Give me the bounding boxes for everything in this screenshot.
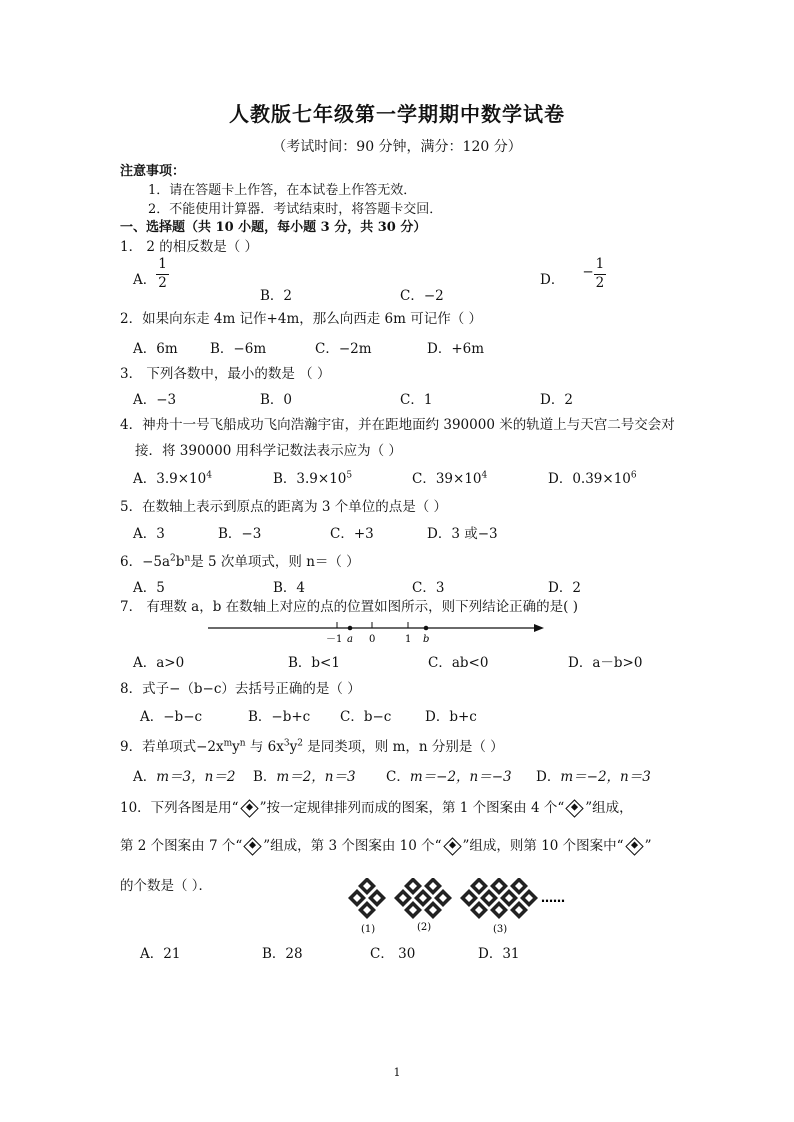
q10-line2-b: ”组成，第 3 个图案由 10 个“: [263, 838, 442, 854]
q3-stem: 3． 下列各数中，最小的数是 （ ）: [120, 366, 331, 382]
q9-d-label: D．: [536, 769, 561, 785]
q6-stem-pre: 6．−5a: [120, 554, 171, 570]
q7-option-c: C．ab<0: [428, 655, 489, 671]
q1-d-num: 1: [594, 258, 607, 275]
q9-exp-m: m: [223, 738, 233, 749]
q9-stem-post: 是同类项，则 m，n 分别是（ ）: [303, 739, 504, 755]
q9-a-text: m＝3，n＝2: [156, 769, 236, 785]
page-number: 1: [393, 1066, 401, 1079]
q7-option-b: B．b<1: [288, 655, 340, 671]
pattern-3: [460, 878, 538, 919]
q3-option-a: A．−3: [133, 392, 177, 408]
label-zero: 0: [369, 634, 376, 644]
q4-c-exp: 4: [481, 470, 488, 481]
q10-pattern-figure: [345, 878, 595, 936]
label-minus-one: －1: [326, 634, 343, 644]
q4-d-text: D．0.39×10: [548, 471, 631, 487]
q1-d-label: D．: [540, 272, 565, 288]
q10-line1-a: 10．下列各图是用“: [120, 800, 239, 816]
q4-b-exp: 5: [346, 470, 353, 481]
q10-line3: 的个数是（ ）．: [120, 878, 213, 894]
exam-subtitle: （考试时间：90 分钟，满分：120 分）: [272, 139, 522, 155]
q8-option-c: C．b−c: [340, 709, 392, 725]
q4-option-d: [548, 467, 637, 487]
q9-c-label: C．: [386, 769, 410, 785]
q1-option-b: B．2: [260, 288, 293, 304]
q1-a-num: 1: [156, 258, 169, 275]
q9-b-text: m＝2，n＝3: [276, 769, 356, 785]
diamond-icon: [443, 837, 461, 855]
exam-title: 人教版七年级第一学期期中数学试卷: [229, 102, 565, 126]
q1-a-den: 2: [158, 274, 167, 291]
diamond-icon: [566, 799, 584, 817]
point-b: [424, 626, 429, 631]
q4-stem-line2: 接．将 390000 用科学记数法表示应为（ ）: [135, 443, 402, 459]
pattern-ellipsis: ……: [541, 891, 565, 905]
q9-exp-n: n: [239, 738, 246, 749]
q6-option-c: C．3: [412, 580, 445, 596]
q1-d-den: 2: [595, 274, 605, 291]
q2-stem: 2．如果向东走 4m 记作+4m，那么向西走 6m 可记作（ ）: [120, 311, 483, 327]
q4-c-text: C．39×10: [412, 471, 482, 487]
q1-a-label: A．: [133, 272, 157, 288]
note-item-1: 1．请在答题卡上作答，在本试卷上作答无效．: [148, 183, 417, 198]
q9-d-text: m＝−2，n＝3: [560, 769, 651, 785]
q6-stem-post: 是 5 次单项式，则 n＝（ ）: [190, 554, 360, 570]
q9-stem-mid: 与 6x: [245, 739, 284, 755]
q1-d-fraction: [594, 258, 607, 290]
q1-option-d: [540, 258, 606, 290]
q6-stem-exp1: 2: [170, 553, 176, 564]
q1-d-sign: −: [582, 264, 594, 280]
q9-option-d: [536, 765, 651, 785]
q5-stem: 5．在数轴上表示到原点的距离为 3 个单位的点是（ ）: [120, 499, 448, 515]
q4-option-b: [273, 467, 352, 487]
q10-line1-c: ”组成，: [585, 800, 633, 816]
q10-line2-c: ”组成，则第 10 个图案中“: [462, 838, 624, 854]
q5-option-b: B．−3: [218, 526, 262, 542]
q2-option-c: C．−2m: [315, 341, 372, 357]
q4-a-exp: 4: [206, 470, 212, 481]
q9-exp-3: 3: [283, 738, 290, 749]
q5-option-d: D．3 或−3: [427, 526, 498, 542]
note-item-2: 2．不能使用计算器．考试结束时，将答题卡交回．: [148, 202, 443, 217]
q9-exp-2: 2: [297, 738, 303, 749]
q6-stem-exp2: n: [184, 553, 191, 564]
pattern-label-3: (3): [493, 924, 508, 935]
q8-option-b: B．−b+c: [248, 709, 311, 725]
label-b: b: [423, 634, 430, 644]
q2-option-d: D．+6m: [427, 341, 485, 357]
q5-option-c: C．+3: [330, 526, 374, 542]
q6-stem-mid: b: [175, 554, 185, 570]
q10-option-b: B．28: [262, 946, 303, 962]
pattern-label-2: (2): [417, 922, 432, 933]
q9-option-c: [386, 765, 512, 785]
pattern-1: [348, 878, 386, 919]
q8-option-d: D．b+c: [425, 709, 477, 725]
q4-d-exp: 6: [630, 470, 637, 481]
pattern-2: [394, 878, 452, 919]
q6-option-d: D．2: [548, 580, 581, 596]
q2-option-a: A．6m: [133, 341, 178, 357]
q7-option-d: D．a－b>0: [568, 655, 643, 671]
section-heading: 一、选择题（共 10 小题，每小题 3 分，共 30 分）: [120, 220, 427, 235]
diamond-icon: [240, 799, 258, 817]
q6-option-b: B．4: [273, 580, 306, 596]
number-line-arrow: [534, 624, 544, 632]
q6-option-a: A．5: [133, 580, 165, 596]
q9-y2: y: [289, 739, 298, 755]
q9-b-label: B．: [253, 769, 277, 785]
diamond-icon: [625, 837, 643, 855]
q1-option-a: [133, 258, 169, 290]
q7-number-line: [200, 616, 550, 644]
q10-line2-a: 第 2 个图案由 7 个“: [120, 838, 243, 854]
q5-option-a: A．3: [133, 526, 165, 542]
q2-option-b: B．−6m: [210, 341, 267, 357]
q9-stem: [120, 735, 504, 755]
q9-a-label: A．: [133, 769, 157, 785]
q9-stem-pre: 9．若单项式−2x: [120, 739, 224, 755]
q10-option-d: D．31: [478, 946, 520, 962]
notes-heading: 注意事项：: [120, 164, 186, 179]
q1-stem: 1． 2 的相反数是（ ）: [120, 239, 259, 255]
q4-stem-line1: 4．神舟十一号飞船成功飞向浩瀚宇宙，并在距地面约 390000 米的轨道上与天宫二号交会对: [120, 417, 675, 433]
q7-stem: 7． 有理数 a，b 在数轴上对应的点的位置如图所示，则下列结论正确的是( ): [120, 599, 578, 615]
q4-a-text: A．3.9×10: [133, 471, 207, 487]
q9-c-text: m＝−2，n＝−3: [409, 769, 512, 785]
q1-option-c: C．−2: [400, 288, 444, 304]
q9-option-a: [133, 765, 235, 785]
q8-option-a: A．−b−c: [140, 709, 203, 725]
q6-stem: [120, 550, 360, 570]
q3-option-d: D．2: [540, 392, 573, 408]
diamond-icon: [244, 837, 262, 855]
pattern-label-1: (1): [361, 924, 376, 935]
q3-option-c: C．1: [400, 392, 433, 408]
q4-b-text: B．3.9×10: [273, 471, 347, 487]
q10-line1-b: ”按一定规律排列而成的图案，第 1 个图案由 4 个“: [259, 800, 565, 816]
q9-option-b: [253, 765, 356, 785]
q10-line2: [120, 834, 651, 854]
q10-line1: [120, 796, 633, 816]
q1-a-fraction: [156, 258, 169, 290]
point-a: [348, 626, 353, 631]
q10-line2-d: ”: [644, 838, 652, 854]
q8-stem: 8．式子−（b−c）去括号正确的是（ ）: [120, 681, 361, 697]
q7-option-a: A．a>0: [133, 655, 185, 671]
label-one: 1: [405, 634, 412, 644]
q9-y1: y: [232, 739, 240, 755]
q3-option-b: B．0: [260, 392, 293, 408]
q4-option-c: [412, 467, 487, 487]
q10-option-a: A．21: [140, 946, 181, 962]
label-a: a: [347, 634, 353, 644]
q4-option-a: [133, 467, 212, 487]
q10-option-c: C． 30: [370, 946, 416, 962]
